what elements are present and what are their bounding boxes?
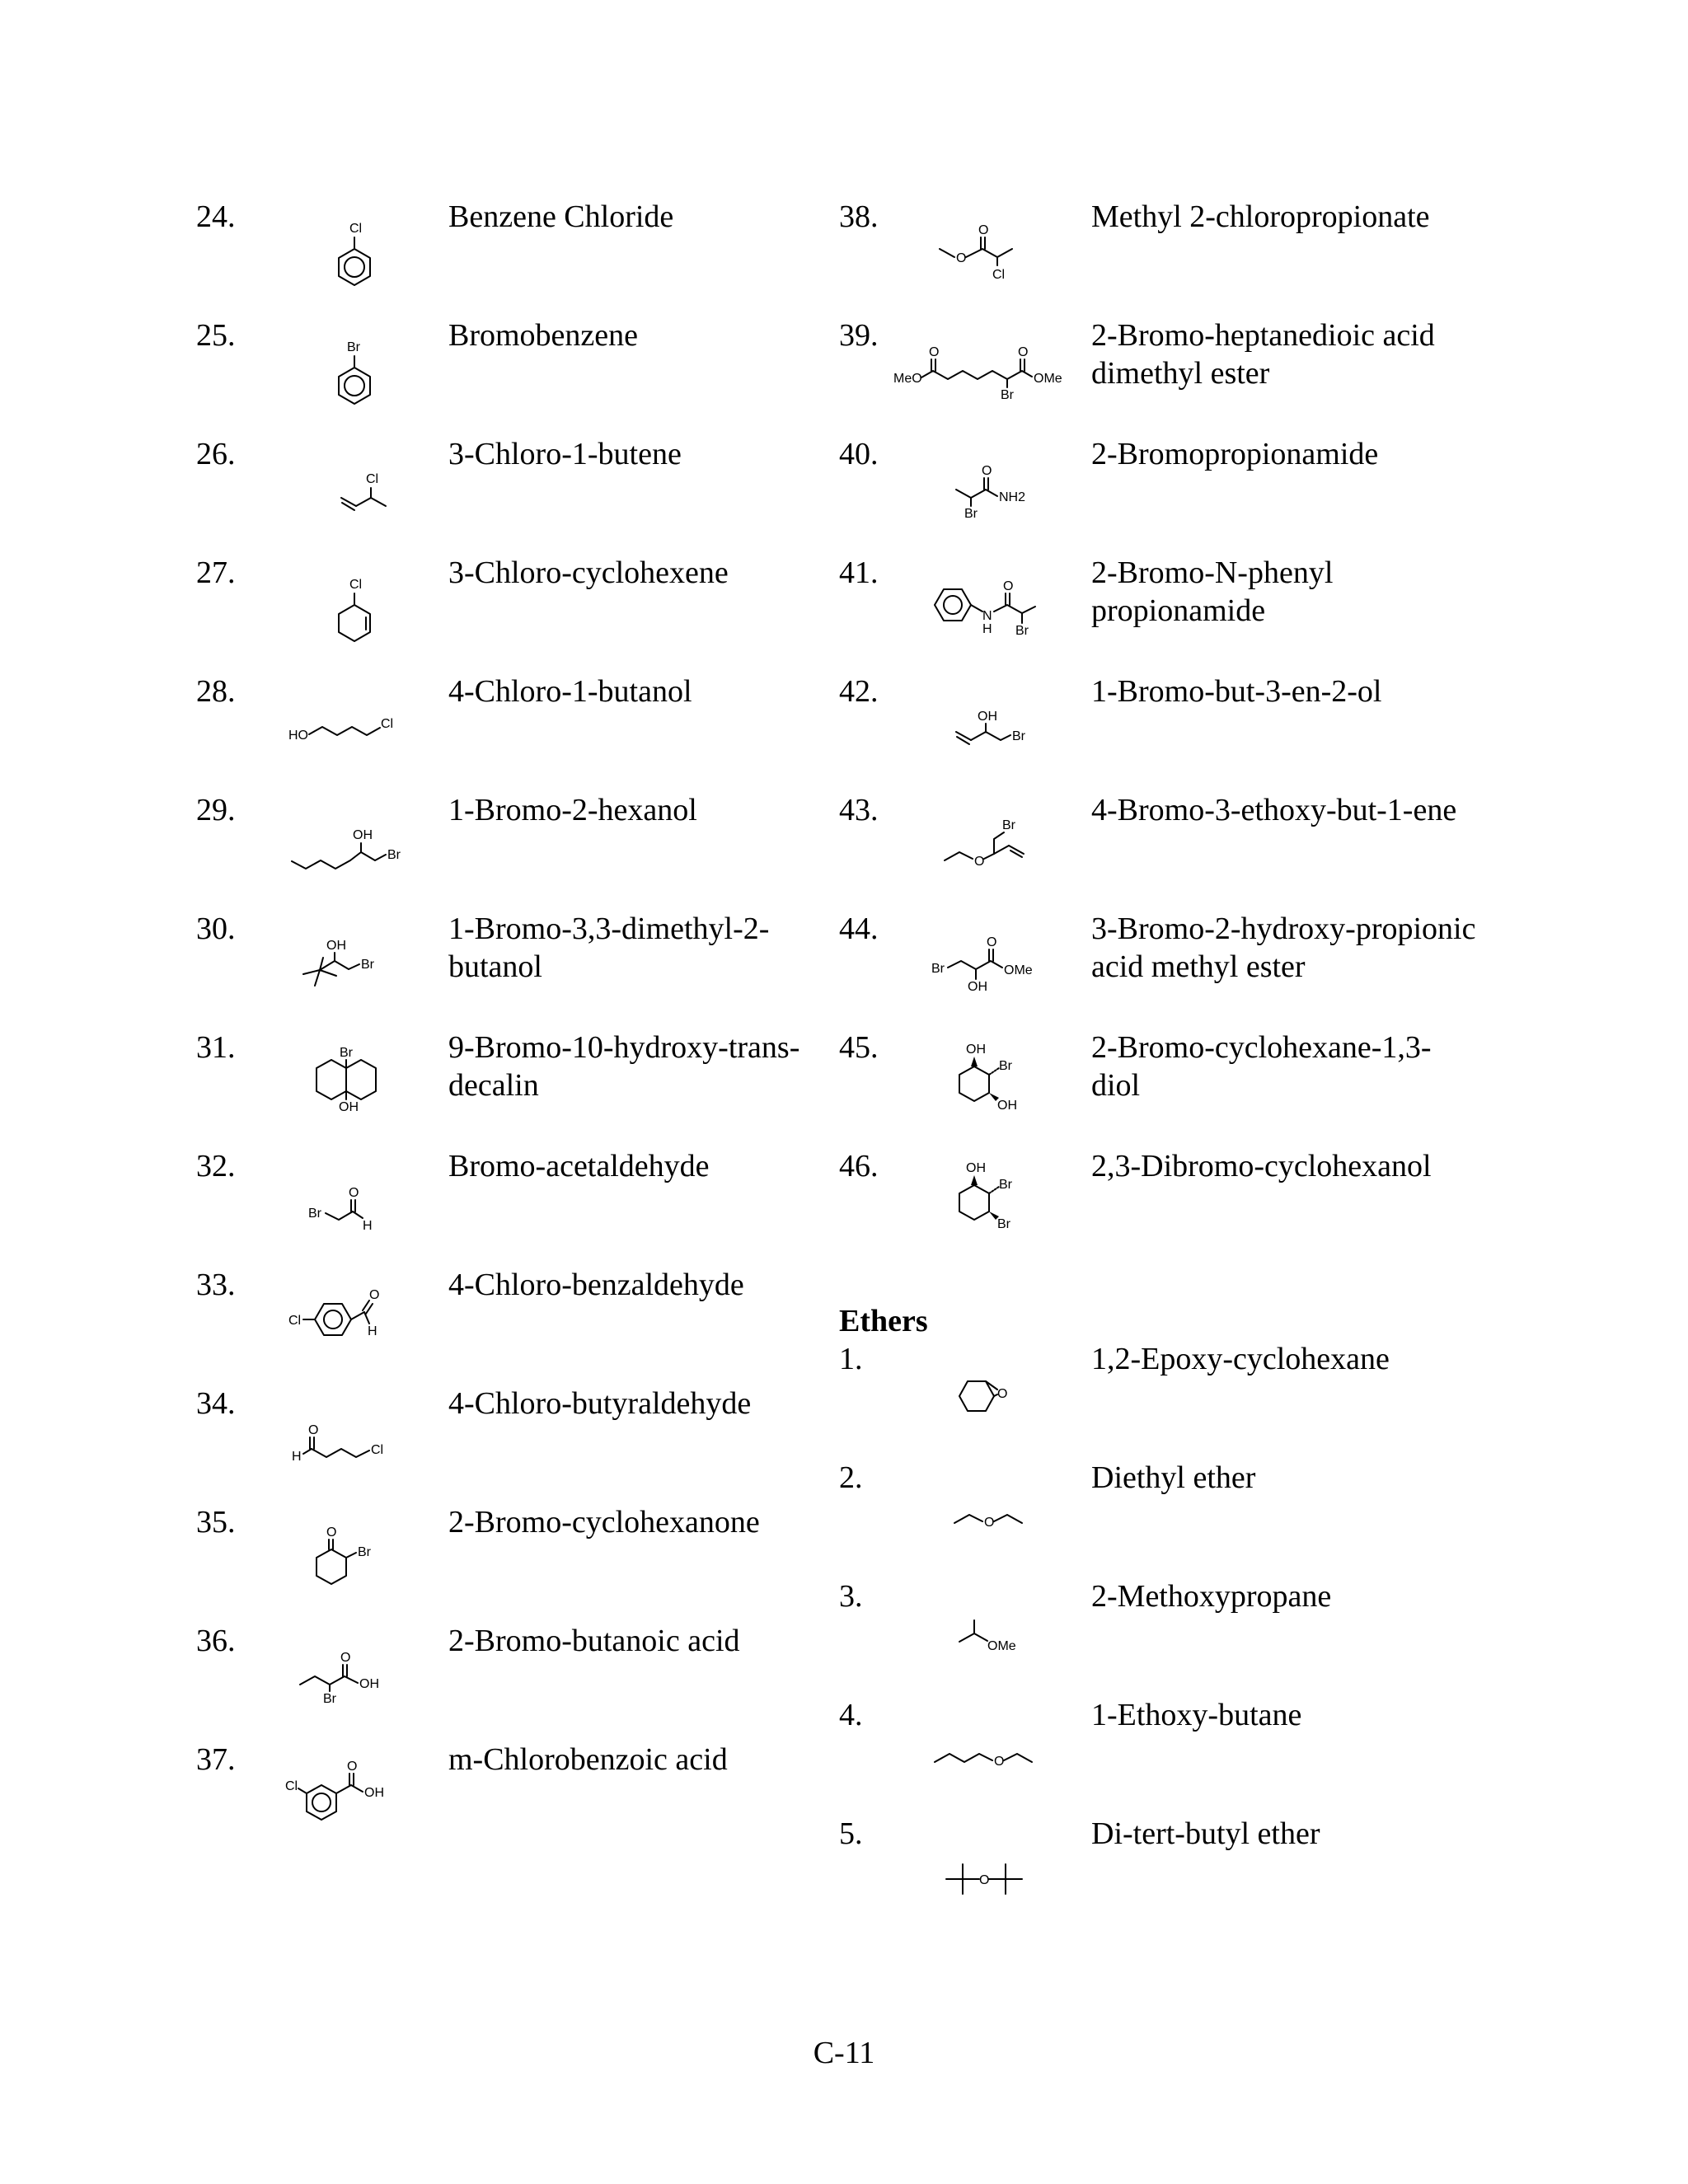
- atom-label-br: Br: [997, 1217, 1010, 1231]
- compound-entry-39: [839, 316, 1482, 432]
- structure-methyl-2-chloropropionate: [921, 198, 1062, 301]
- compound-number: 41.: [839, 555, 879, 590]
- compound-number: 26.: [196, 437, 236, 471]
- atom-label-o: O: [1003, 579, 1014, 593]
- atom-label-oh: OH: [978, 710, 997, 724]
- compound-name: Bromo-acetaldehyde: [448, 1149, 710, 1183]
- compound-entry-33: [196, 1266, 823, 1381]
- structure-1-bromo-3-3-dimethyl-2-butanol: [303, 910, 419, 1013]
- compound-name: 1-Bromo-but-3-en-2-ol: [1091, 674, 1382, 709]
- compound-name: 2-Methoxypropane: [1091, 1579, 1332, 1614]
- atom-label-br: Br: [1015, 624, 1029, 638]
- atom-label-br: Br: [358, 1545, 371, 1559]
- compound-name: 2-Bromo-cyclohexanone: [448, 1505, 760, 1540]
- page-number: C-11: [813, 2036, 875, 2070]
- compound-number: 40.: [839, 437, 879, 471]
- atom-label-oh: OH: [353, 828, 373, 842]
- compound-entry-25: [196, 316, 823, 432]
- compound-number: 38.: [839, 199, 879, 234]
- compound-number: 44.: [839, 912, 879, 946]
- atom-label-ome: OMe: [1004, 963, 1033, 977]
- compound-name: 2-Bromo-butanoic acid: [448, 1624, 740, 1658]
- compound-entry-44: [839, 910, 1482, 1025]
- structure-di-tert-butyl-ether: [938, 1815, 1062, 1918]
- compound-number: 3.: [839, 1579, 863, 1614]
- compound-name: 2,3-Dibromo-cyclohexanol: [1091, 1149, 1432, 1183]
- atom-label-oh: OH: [364, 1786, 384, 1800]
- structure-2-bromo-n-phenyl-propionamide: [925, 554, 1073, 657]
- compound-entry-36: [196, 1622, 823, 1737]
- compound-name: m-Chlorobenzoic acid: [448, 1742, 728, 1777]
- compound-entry-31: [196, 1029, 823, 1144]
- section-heading-ethers: Ethers: [839, 1304, 928, 1338]
- compound-name: 1,2-Epoxy-cyclohexane: [1091, 1342, 1390, 1376]
- atom-label-o: O: [987, 935, 997, 949]
- compound-name: 3-Chloro-cyclohexene: [448, 555, 729, 590]
- compound-number: 1.: [839, 1342, 863, 1376]
- structure-2-3-dibromo-cyclohexanol: [946, 1147, 1062, 1258]
- atom-label-o: O: [984, 1516, 995, 1530]
- compound-entry-32: [196, 1147, 823, 1263]
- compound-entry-42: [839, 673, 1482, 788]
- structure-4-chloro-benzaldehyde: [287, 1266, 419, 1369]
- compound-name: Benzene Chloride: [448, 199, 674, 234]
- structure-4-bromo-3-ethoxy-but-1-ene: [935, 791, 1058, 894]
- atom-label-br: Br: [361, 958, 374, 972]
- compound-entry-24: [196, 198, 823, 313]
- ether-entry-1: [839, 1340, 1482, 1455]
- compound-name: 1-Ethoxy-butane: [1091, 1698, 1302, 1732]
- compound-name: 3-Bromo-2-hydroxy-propionic acid methyl ester: [1091, 912, 1476, 984]
- atom-label-oh: OH: [339, 1100, 359, 1114]
- atom-label-br: Br: [999, 1059, 1012, 1073]
- compound-number: 29.: [196, 793, 236, 827]
- atom-label-cl: Cl: [349, 222, 363, 236]
- compound-entry-34: [196, 1385, 823, 1500]
- structure-1-bromo-but-3-en-2-ol: [946, 673, 1062, 776]
- compound-number: 4.: [839, 1698, 863, 1732]
- compound-entry-45: [839, 1029, 1482, 1144]
- atom-label-cl: Cl: [349, 578, 363, 592]
- compound-entry-43: [839, 791, 1482, 907]
- atom-label-o: O: [929, 345, 940, 359]
- atom-label-cl: Cl: [992, 268, 1006, 282]
- atom-label-oh: OH: [966, 1161, 986, 1175]
- compound-number: 42.: [839, 674, 879, 709]
- atom-label-h: H: [368, 1324, 377, 1338]
- compound-number: 5.: [839, 1816, 863, 1851]
- compound-name: 2-Bromo-N-phenyl propionamide: [1091, 555, 1334, 628]
- atom-label-br: Br: [999, 1178, 1012, 1192]
- atom-label-br: Br: [1012, 729, 1025, 743]
- atom-label-o: O: [326, 1526, 337, 1540]
- compound-number: 31.: [196, 1030, 236, 1065]
- atom-label-o: O: [974, 855, 985, 869]
- structure-m-chlorobenzoic-acid: [284, 1741, 415, 1844]
- compound-name: 1-Bromo-2-hexanol: [448, 793, 697, 827]
- atom-label-o: O: [978, 223, 989, 237]
- atom-label-cl: Cl: [288, 1314, 302, 1328]
- compound-entry-35: [196, 1503, 823, 1619]
- atom-label-o: O: [956, 251, 967, 265]
- atom-label-br: Br: [1001, 388, 1014, 402]
- compound-number: 2.: [839, 1460, 863, 1495]
- compound-name: 2-Bromo-cyclohexane-1,3-diol: [1091, 1030, 1432, 1103]
- atom-label-cl: Cl: [366, 472, 379, 486]
- compound-number: 46.: [839, 1149, 879, 1183]
- atom-label-br: Br: [1002, 818, 1015, 832]
- atom-label-o: O: [1018, 345, 1029, 359]
- atom-label-br: Br: [340, 1046, 353, 1060]
- compound-entry-40: [839, 435, 1482, 551]
- structure-3-chloro-cyclohexene: [320, 554, 419, 657]
- structure-2-bromo-butanoic-acid: [293, 1622, 417, 1725]
- ether-entry-3: [839, 1577, 1482, 1693]
- atom-label-br: Br: [347, 340, 360, 354]
- atom-label-o: O: [369, 1288, 380, 1302]
- compound-name: Di-tert-butyl ether: [1091, 1816, 1320, 1851]
- atom-label-o: O: [997, 1387, 1008, 1401]
- compound-number: 43.: [839, 793, 879, 827]
- structure-1-2-epoxy-cyclohexane: [946, 1340, 1062, 1443]
- compound-number: 25.: [196, 318, 236, 353]
- compound-number: 30.: [196, 912, 236, 946]
- compound-name: 4-Chloro-butyraldehyde: [448, 1386, 752, 1421]
- atom-label-br: Br: [308, 1207, 321, 1221]
- atom-label-oh: OH: [966, 1043, 986, 1057]
- structure-bromobenzene: [320, 316, 419, 419]
- structure-1-bromo-2-hexanol: [287, 791, 419, 894]
- compound-entry-30: [196, 910, 823, 1025]
- compound-name: 9-Bromo-10-hydroxy-trans-decalin: [448, 1030, 800, 1103]
- structure-bromo-hydroxy-decalin: [303, 1029, 419, 1132]
- compound-number: 24.: [196, 199, 236, 234]
- atom-label-o: O: [979, 1873, 990, 1887]
- structure-2-bromo-cyclohexane-1-3-diol: [946, 1029, 1062, 1140]
- structure-benzene-chloride: [320, 198, 419, 301]
- atom-label-oh: OH: [968, 980, 987, 994]
- compound-number: 34.: [196, 1386, 236, 1421]
- compound-name: 1-Bromo-3,3-dimethyl-2-butanol: [448, 912, 770, 984]
- atom-label-ome: OMe: [1034, 372, 1062, 386]
- compound-name: Methyl 2-chloropropionate: [1091, 199, 1430, 234]
- atom-label-ho: HO: [288, 729, 308, 743]
- structure-3-chloro-1-butene: [320, 435, 419, 538]
- atom-label-o: O: [349, 1186, 359, 1200]
- compound-entry-27: [196, 554, 823, 669]
- ether-entry-2: [839, 1459, 1482, 1574]
- compound-number: 45.: [839, 1030, 879, 1065]
- compound-entry-29: [196, 791, 823, 907]
- compound-entry-28: [196, 673, 823, 788]
- structure-3-bromo-2-hydroxy-propionic-acid-methyl-ester: [930, 910, 1062, 1013]
- atom-label-n: N: [982, 609, 992, 623]
- compound-entry-41: [839, 554, 1482, 669]
- compound-number: 28.: [196, 674, 236, 709]
- structure-2-methoxypropane: [946, 1577, 1062, 1680]
- atom-label-h: H: [363, 1219, 373, 1233]
- compound-number: 33.: [196, 1268, 236, 1302]
- structure-4-chloro-1-butanol: [287, 673, 419, 776]
- atom-label-o: O: [340, 1651, 351, 1665]
- atom-label-br: Br: [323, 1692, 336, 1706]
- compound-number: 32.: [196, 1149, 236, 1183]
- atom-label-br: Br: [964, 507, 978, 521]
- compound-number: 37.: [196, 1742, 236, 1777]
- structure-bromo-acetaldehyde: [303, 1147, 419, 1250]
- atom-label-h: H: [292, 1450, 302, 1464]
- atom-label-cl: Cl: [285, 1779, 298, 1793]
- structure-2-bromo-cyclohexanone: [303, 1503, 419, 1606]
- atom-label-cl: Cl: [371, 1443, 384, 1457]
- compound-name: 4-Bromo-3-ethoxy-but-1-ene: [1091, 793, 1457, 827]
- atom-label-o: O: [347, 1760, 358, 1774]
- structure-diethyl-ether: [946, 1459, 1062, 1562]
- atom-label-h: H: [982, 622, 992, 636]
- atom-label-nh2: NH2: [999, 490, 1026, 504]
- atom-label-oh: OH: [326, 939, 346, 953]
- compound-entry-26: [196, 435, 823, 551]
- compound-name: 4-Chloro-benzaldehyde: [448, 1268, 744, 1302]
- compound-name: 2-Bromopropionamide: [1091, 437, 1379, 471]
- atom-label-oh: OH: [997, 1099, 1017, 1113]
- atom-label-br: Br: [931, 962, 945, 976]
- compound-name: Diethyl ether: [1091, 1460, 1256, 1495]
- atom-label-oh: OH: [359, 1677, 379, 1691]
- compound-number: 39.: [839, 318, 879, 353]
- compound-entry-37: [196, 1741, 823, 1856]
- compound-number: 27.: [196, 555, 236, 590]
- structure-4-chloro-butyraldehyde: [287, 1385, 419, 1488]
- atom-label-meo: MeO: [893, 372, 922, 386]
- compound-name: 2-Bromo-heptanedioic acid dimethyl ester: [1091, 318, 1435, 391]
- compound-name: 4-Chloro-1-butanol: [448, 674, 692, 709]
- ether-entry-4: [839, 1696, 1482, 1811]
- compound-number: 35.: [196, 1505, 236, 1540]
- atom-label-ome: OMe: [987, 1639, 1016, 1653]
- compound-entry-38: [839, 198, 1482, 313]
- compound-number: 36.: [196, 1624, 236, 1658]
- structure-1-ethoxy-butane: [930, 1696, 1062, 1799]
- structure-2-bromo-heptanedioic-acid-dimethyl-ester: [893, 316, 1091, 419]
- compound-name: Bromobenzene: [448, 318, 639, 353]
- atom-label-o: O: [982, 464, 992, 478]
- compound-name: 3-Chloro-1-butene: [448, 437, 682, 471]
- structure-2-bromopropionamide: [946, 435, 1062, 538]
- atom-label-cl: Cl: [381, 717, 394, 731]
- ether-entry-5: [839, 1815, 1482, 1930]
- compound-entry-46: [839, 1147, 1482, 1263]
- atom-label-o: O: [308, 1423, 319, 1437]
- atom-label-o: O: [994, 1755, 1005, 1769]
- atom-label-br: Br: [387, 848, 401, 862]
